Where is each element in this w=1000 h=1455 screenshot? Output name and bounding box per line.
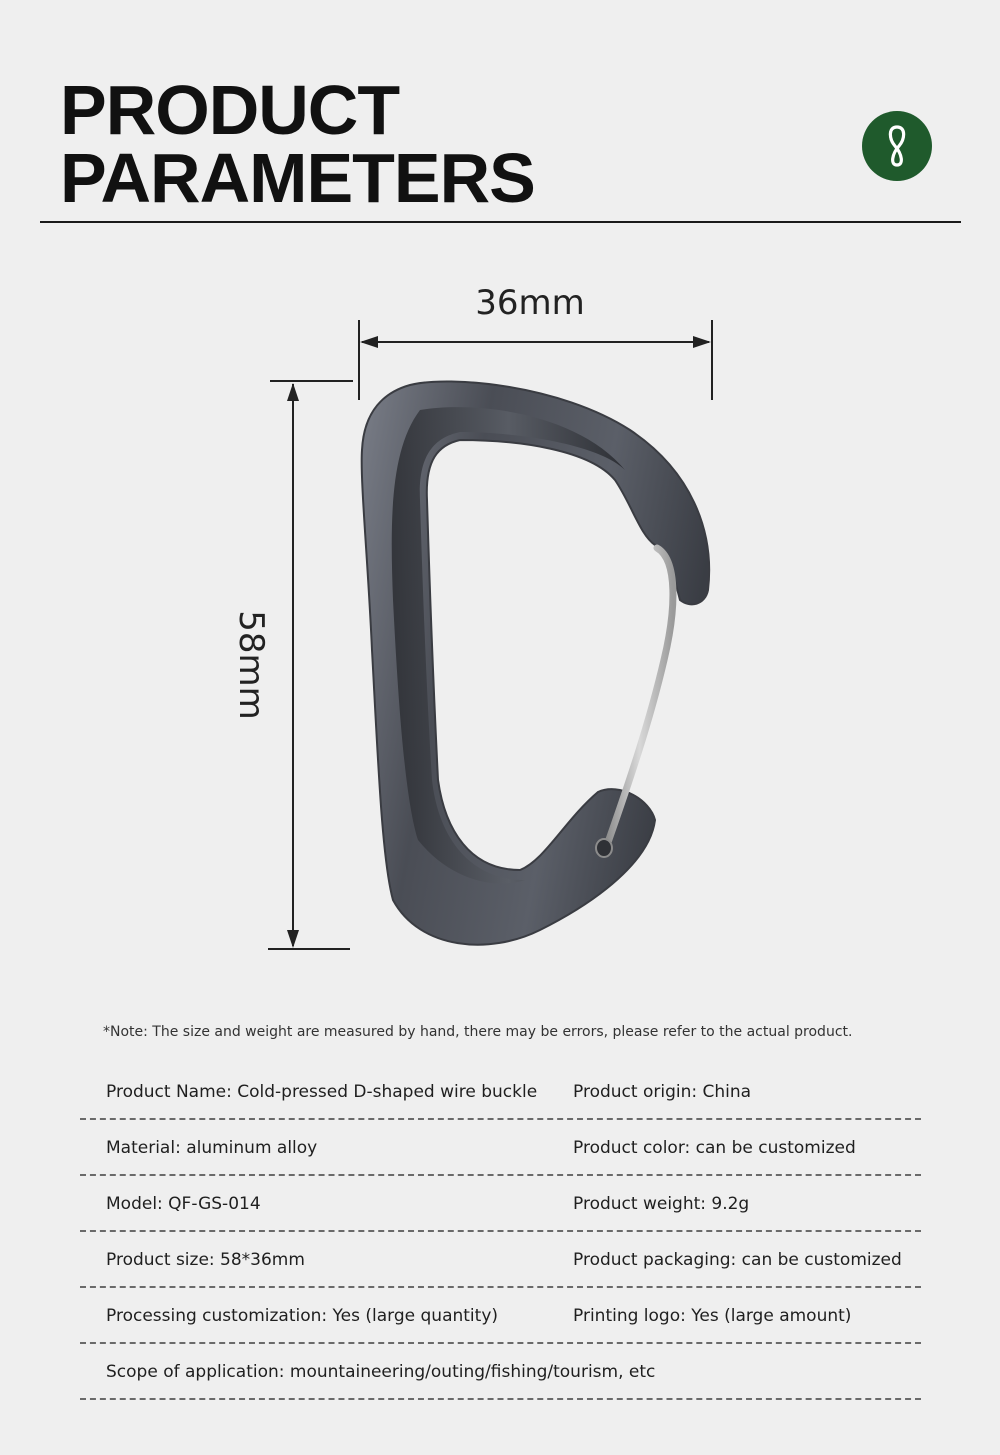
height-dimension (268, 381, 353, 949)
param-printing-logo: Printing logo: Yes (large amount) (573, 1306, 852, 1326)
param-scope-of-application: Scope of application: mountaineering/outing/fishing/tourism, etc (106, 1362, 656, 1382)
param-row (80, 1064, 921, 1120)
measurement-note: *Note: The size and weight are measured by hand, there may be errors, please refer to the actual product. (103, 1024, 853, 1040)
param-product-size: Product size: 58*36mm (106, 1250, 305, 1270)
param-row (80, 1288, 921, 1344)
d-shaped-carabiner-icon (362, 381, 709, 944)
product-figure (0, 240, 1000, 1000)
param-model: Model: QF-GS-014 (106, 1194, 261, 1214)
param-row (80, 1344, 921, 1400)
page-title (60, 71, 535, 217)
param-product-color: Product color: can be customized (573, 1138, 856, 1158)
param-row (80, 1232, 921, 1288)
carabiner-logo-icon (862, 111, 932, 181)
param-product-weight: Product weight: 9.2g (573, 1194, 750, 1214)
param-material: Material: aluminum alloy (106, 1138, 318, 1158)
parameters-table (80, 1064, 921, 1400)
height-label: 58mm (231, 610, 271, 720)
param-product-name: Product Name: Cold-pressed D-shaped wire buckle (106, 1082, 538, 1102)
param-processing-customization: Processing customization: Yes (large quantity) (106, 1306, 499, 1326)
title-line-1: PRODUCT (60, 71, 400, 149)
width-label: 36mm (475, 283, 585, 323)
param-product-origin: Product origin: China (573, 1082, 752, 1102)
param-row (80, 1176, 921, 1232)
param-product-packaging: Product packaging: can be customized (573, 1250, 902, 1270)
header-divider (40, 221, 961, 223)
param-row (80, 1120, 921, 1176)
title-line-2: PARAMETERS (60, 139, 535, 217)
